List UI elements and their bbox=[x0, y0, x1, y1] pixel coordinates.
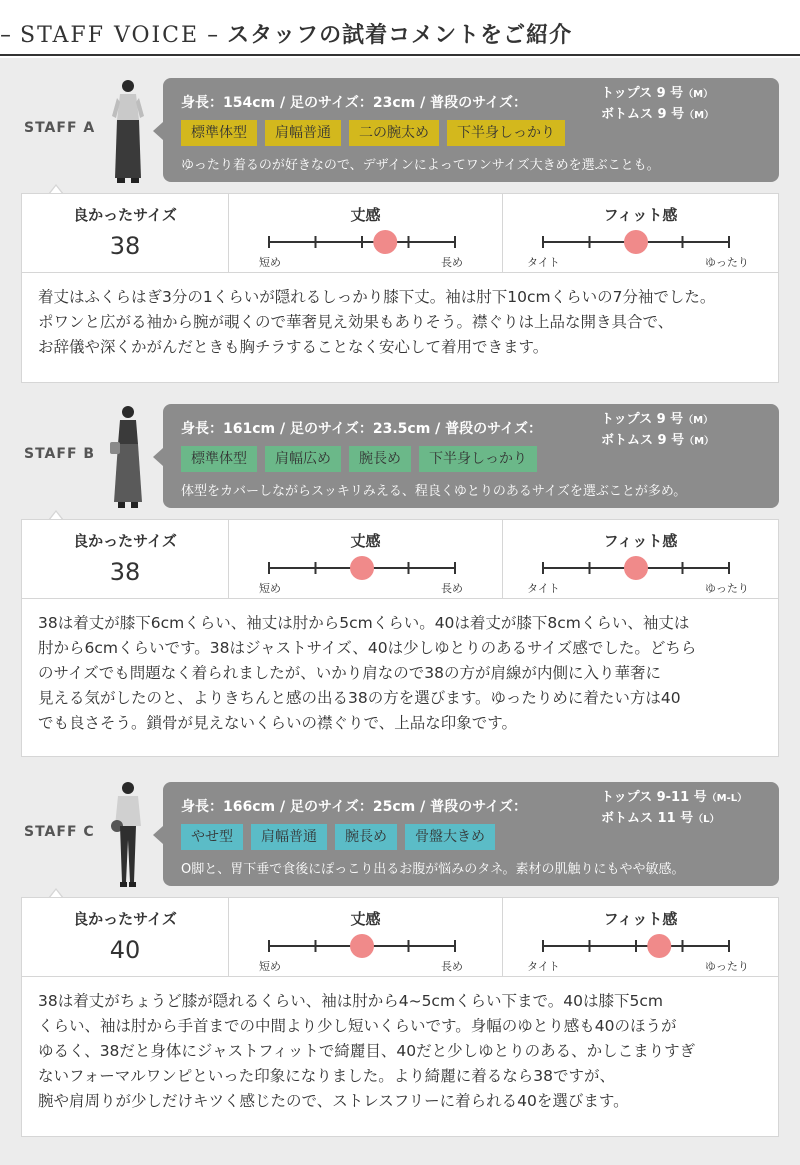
length-max-label: 長め bbox=[441, 960, 463, 973]
good-size-value: 38 bbox=[109, 558, 141, 586]
staff-info-box bbox=[163, 78, 779, 182]
usual-bottoms: ボトムス 9 号 bbox=[601, 107, 685, 122]
comment-line: ポワンと広がる袖から腕が覗くので華奢見え効果もありそう。襟ぐりは上品な開き具合で、 bbox=[38, 313, 674, 331]
usual-tops-size: （M-L） bbox=[706, 793, 748, 804]
good-size-title: 良かったサイズ bbox=[73, 532, 177, 550]
usual-sizes bbox=[601, 788, 747, 830]
body-tag: 肩幅普通 bbox=[265, 120, 341, 146]
page-header bbox=[0, 0, 800, 56]
body-tag: 腕長め bbox=[335, 824, 397, 850]
body-tag: 標準体型 bbox=[181, 120, 257, 146]
staff-label: STAFF B bbox=[24, 446, 96, 462]
length-max-label: 長め bbox=[441, 256, 463, 269]
header-rule bbox=[0, 54, 800, 56]
length-title: 丈感 bbox=[350, 910, 381, 928]
body-type-tags bbox=[181, 446, 537, 472]
length-title: 丈感 bbox=[350, 206, 381, 224]
body-tag: 下半身しっかり bbox=[447, 120, 565, 146]
length-title: 丈感 bbox=[350, 532, 381, 550]
fit-cell bbox=[502, 520, 778, 598]
usual-bottoms-size: （M） bbox=[684, 436, 715, 447]
length-max-label: 長め bbox=[441, 582, 463, 595]
staff-info-box bbox=[163, 404, 779, 508]
fit-cell bbox=[502, 898, 778, 976]
length-scale bbox=[229, 556, 502, 596]
rating-table bbox=[21, 519, 779, 599]
length-marker bbox=[350, 934, 374, 958]
fit-title: フィット感 bbox=[603, 532, 678, 550]
fit-max-label: ゆったり bbox=[705, 582, 749, 595]
usual-tops-size: （M） bbox=[683, 415, 714, 426]
staff-figure-image bbox=[108, 404, 148, 512]
good-size-cell bbox=[22, 520, 228, 598]
usual-bottoms: ボトムス 9 号 bbox=[601, 433, 685, 448]
staff-figure-image bbox=[108, 78, 148, 186]
length-scale-svg bbox=[229, 556, 503, 580]
comment-line: 腕や肩周りが少しだけキツく感じたので、ストレスフリーに着られる40を選びます。 bbox=[38, 1092, 629, 1110]
comment-line: ないフォーマルワンピといった印象になりました。より綺麗に着るなら38ですが、 bbox=[38, 1067, 615, 1085]
fit-marker bbox=[647, 934, 671, 958]
fit-title: フィット感 bbox=[603, 206, 678, 224]
length-scale-svg bbox=[229, 934, 503, 958]
good-size-cell bbox=[22, 194, 228, 272]
good-size-title: 良かったサイズ bbox=[73, 910, 177, 928]
staff-comment bbox=[21, 977, 779, 1137]
staff-label: STAFF A bbox=[24, 120, 96, 136]
usual-tops: トップス 9-11 号 bbox=[601, 790, 707, 805]
body-type-tags bbox=[181, 824, 495, 850]
fit-scale bbox=[503, 934, 778, 974]
comment-line: 着丈はふくらはぎ3分の1くらいが隠れるしっかり膝下丈。袖は肘下10cmくらいの7分袖でした。 bbox=[38, 288, 716, 306]
fit-title: フィット感 bbox=[603, 910, 678, 928]
fit-marker bbox=[624, 556, 648, 580]
staff-stats: 身長：161cm / 足のサイズ：23.5cm / 普段のサイズ： bbox=[181, 421, 543, 437]
comment-line: お辞儀や深くかがんだときも胸チラすることなく安心して着用できます。 bbox=[38, 338, 549, 356]
fit-scale-svg bbox=[503, 230, 779, 254]
fit-max-label: ゆったり bbox=[705, 256, 749, 269]
body-tag: 標準体型 bbox=[181, 446, 257, 472]
body-tag: 腕長め bbox=[349, 446, 411, 472]
usual-sizes bbox=[601, 84, 714, 126]
body-tag: 下半身しっかり bbox=[419, 446, 537, 472]
comment-line: ゆるく、38だと身体にジャストフィットで綺麗目、40だと少しゆとりのある、かしこまりすぎ bbox=[38, 1042, 696, 1060]
body-tag: 骨盤大きめ bbox=[405, 824, 495, 850]
good-size-cell bbox=[22, 898, 228, 976]
length-cell bbox=[228, 898, 502, 976]
rating-table bbox=[21, 897, 779, 977]
length-scale bbox=[229, 934, 502, 974]
staff-info-box bbox=[163, 782, 779, 886]
comment-line: のサイズでも問題なく着られましたが、いかり肩なので38の方が肩線が内側に入り華奢に bbox=[38, 664, 661, 682]
fit-min-label: タイト bbox=[527, 960, 560, 973]
comment-line: 肘から6cmくらいです。38はジャストサイズ、40は少しゆとりのあるサイズ感でした。どちら bbox=[38, 639, 697, 657]
staff-figure-image bbox=[108, 780, 148, 890]
body-tag: 肩幅広め bbox=[265, 446, 341, 472]
comment-line: 見える気がしたのと、よりきちんと感の出る38の方を選びます。ゆったりめに着たい方は40 bbox=[38, 689, 681, 707]
good-size-value: 38 bbox=[109, 232, 141, 260]
length-cell bbox=[228, 194, 502, 272]
fit-marker bbox=[624, 230, 648, 254]
length-scale-svg bbox=[229, 230, 503, 254]
length-marker bbox=[350, 556, 374, 580]
fit-max-label: ゆったり bbox=[705, 960, 749, 973]
body-tag: 肩幅普通 bbox=[251, 824, 327, 850]
comment-line: くらい、袖は肘から手首までの中間より少し短いくらいです。身幅のゆとり感も40のほうが bbox=[38, 1017, 677, 1035]
usual-bottoms-size: （L） bbox=[693, 814, 720, 825]
good-size-title: 良かったサイズ bbox=[73, 206, 177, 224]
length-cell bbox=[228, 520, 502, 598]
usual-bottoms: ボトムス 11 号 bbox=[601, 811, 694, 826]
good-size-value: 40 bbox=[109, 936, 141, 964]
staff-note: 体型をカバーしながらスッキリみえる、程良くゆとりのあるサイズを選ぶことが多め。 bbox=[181, 484, 687, 499]
staff-stats: 身長：154cm / 足のサイズ：23cm / 普段のサイズ： bbox=[181, 95, 527, 111]
comment-line: 38は着丈がちょうど膝が隠れるくらい、袖は肘から4~5cmくらい下まで。40は膝下5cm bbox=[38, 992, 663, 1010]
staff-label: STAFF C bbox=[24, 824, 95, 840]
fit-scale bbox=[503, 556, 778, 596]
staff-comment bbox=[21, 599, 779, 757]
usual-tops: トップス 9 号 bbox=[601, 86, 684, 101]
staff-comment bbox=[21, 273, 779, 383]
staff-note: ゆったり着るのが好きなので、デザインによってワンサイズ大きめを選ぶことも。 bbox=[181, 158, 660, 173]
fit-scale-svg bbox=[503, 556, 779, 580]
usual-tops: トップス 9 号 bbox=[601, 412, 684, 427]
usual-sizes bbox=[601, 410, 714, 452]
length-min-label: 短め bbox=[259, 960, 281, 973]
staff-stats: 身長：166cm / 足のサイズ：25cm / 普段のサイズ： bbox=[181, 799, 527, 815]
fit-scale bbox=[503, 230, 778, 270]
body-tag: やせ型 bbox=[181, 824, 243, 850]
length-min-label: 短め bbox=[259, 582, 281, 595]
page-title-jp: スタッフの試着コメントをご紹介 bbox=[227, 23, 573, 48]
content-area bbox=[0, 58, 800, 1165]
usual-bottoms-size: （M） bbox=[684, 110, 715, 121]
length-min-label: 短め bbox=[259, 256, 281, 269]
fit-cell bbox=[502, 194, 778, 272]
body-tag: 二の腕太め bbox=[349, 120, 439, 146]
comment-line: 38は着丈が膝下6cmくらい、袖丈は肘から5cmくらい。40は着丈が膝下8cmくらい、袖丈は bbox=[38, 614, 690, 632]
body-type-tags bbox=[181, 120, 565, 146]
fit-min-label: タイト bbox=[527, 256, 560, 269]
fit-min-label: タイト bbox=[527, 582, 560, 595]
fit-scale-svg bbox=[503, 934, 779, 958]
rating-table bbox=[21, 193, 779, 273]
comment-line: でも良さそう。鎖骨が見えないくらいの襟ぐりで、上品な印象です。 bbox=[38, 714, 517, 732]
page-title: – STAFF VOICE – スタッフの試着コメントをご紹介 bbox=[0, 23, 573, 48]
page-title-en: STAFF VOICE bbox=[20, 23, 200, 48]
length-marker bbox=[373, 230, 397, 254]
usual-tops-size: （M） bbox=[683, 89, 714, 100]
length-scale bbox=[229, 230, 502, 270]
staff-note: O脚と、胃下垂で食後にぽっこり出るお腹が悩みのタネ。素材の肌触りにもやや敏感。 bbox=[181, 862, 685, 877]
